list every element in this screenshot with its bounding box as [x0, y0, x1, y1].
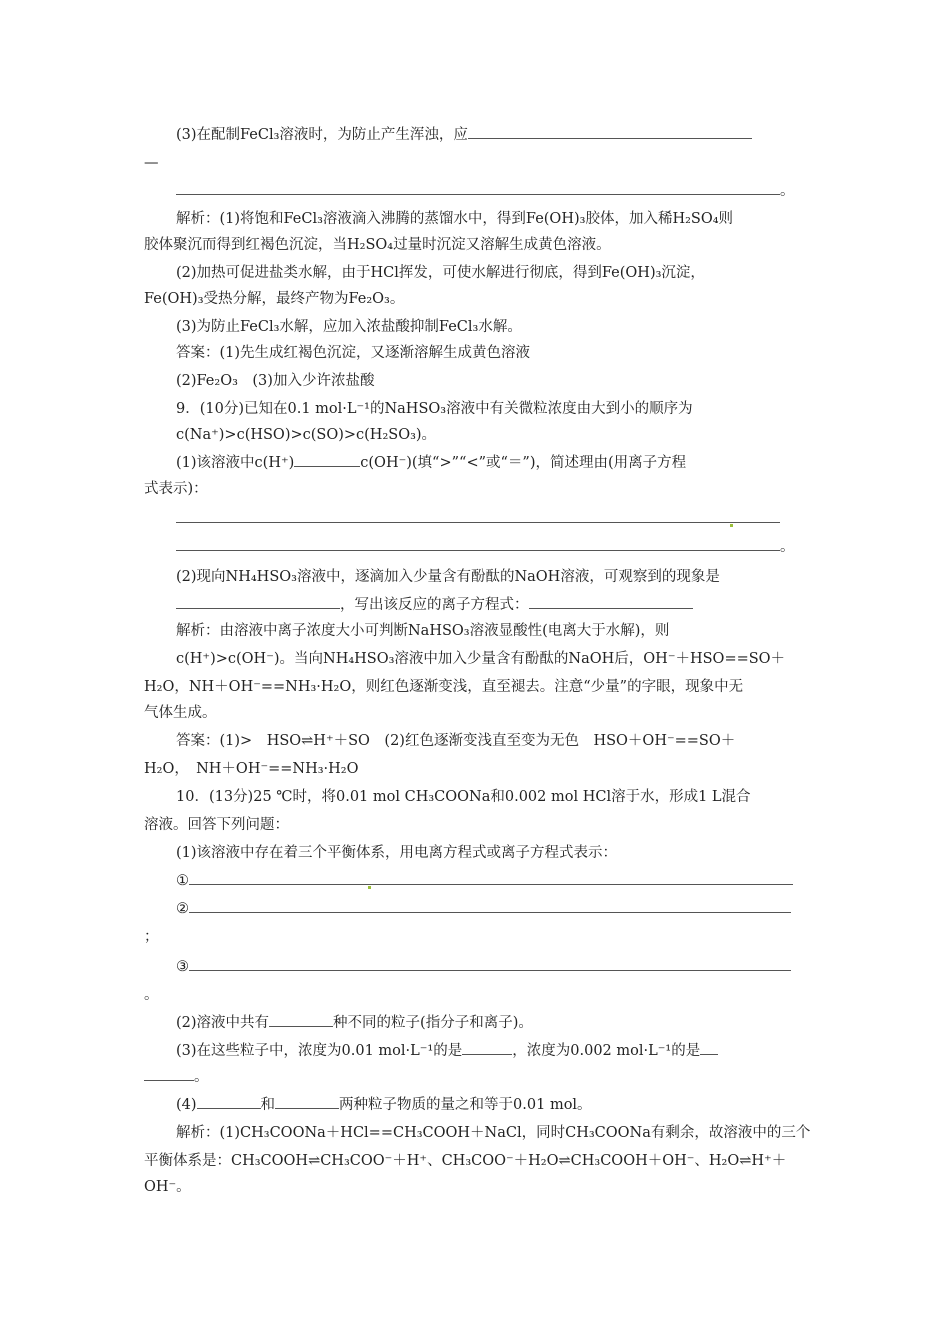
text-line: (3)在配制FeCl₃溶液时，为防止产生浑浊，应: [176, 124, 752, 146]
text-line: (4) 和 两种粒子物质的量之和等于0.01 mol。: [176, 1094, 592, 1116]
text-line: ①: [176, 870, 793, 892]
text-line: 。: [144, 987, 159, 1003]
text-line: OH⁻。: [144, 1179, 191, 1195]
text-line: ，写出该反应的离子方程式：: [176, 594, 693, 616]
text-line: 解析：(1)CH₃COONa＋HCl==CH₃COOH＋NaCl，同时CH₃COONa有剩余，故溶液中的三个: [176, 1125, 811, 1141]
text-line: 式表示)：: [144, 481, 208, 497]
text-line: 答案：(1)先生成红褐色沉淀，又逐渐溶解生成黄色溶液: [176, 345, 531, 361]
text-line: (2)溶液中共有 种不同的粒子(指分子和离子)。: [176, 1012, 533, 1034]
text-line: (3)为防止FeCl₃水解，应加入浓盐酸抑制FeCl₃水解。: [176, 319, 522, 335]
text-line: (2)现向NH₄HSO₃溶液中，逐滴加入少量含有酚酞的NaOH溶液，可观察到的现象是: [176, 569, 720, 585]
text-line: 9．(10分)已知在0.1 mol·L⁻¹的NaHSO₃溶液中有关微粒浓度由大到小的顺序为: [176, 401, 693, 417]
text-line: c(H⁺)>c(OH⁻)。当向NH₄HSO₃溶液中加入少量含有酚酞的NaOH后，OH⁻＋HSO==SO＋: [176, 651, 786, 667]
text-line: 胶体聚沉而得到红褐色沉淀，当H₂SO₄过量时沉淀又溶解生成黄色溶液。: [144, 237, 611, 253]
text-line: —: [144, 155, 159, 171]
text-line: 气体生成。: [144, 705, 217, 721]
text-line: H₂O，NH＋OH⁻==NH₃·H₂O，则红色逐渐变浅，直至褪去。注意“少量”的字眼，现象中无: [144, 679, 744, 695]
ink-speck: [730, 524, 733, 527]
text-line: H₂O， NH＋OH⁻==NH₃·H₂O: [144, 761, 359, 777]
text-line: 答案：(1)> HSO⇌H⁺＋SO (2)红色逐渐变浅直至变为无色 HSO＋OH⁻==SO＋: [176, 733, 736, 749]
text-line: 解析：(1)将饱和FeCl₃溶液滴入沸腾的蒸馏水中，得到Fe(OH)₃胶体，加入稀H₂SO₄则: [176, 211, 734, 227]
text-line: (3)在这些粒子中，浓度为0.01 mol·L⁻¹的是 ，浓度为0.002 mol·L⁻¹的是: [176, 1040, 718, 1062]
answer-line: [176, 508, 780, 530]
text-line: ②: [176, 898, 791, 920]
text-line: Fe(OH)₃受热分解，最终产物为Fe₂O₃。: [144, 291, 405, 307]
text-line: 。: [176, 180, 795, 202]
text-line: 平衡体系是：CH₃COOH⇌CH₃COO⁻＋H⁺、CH₃COO⁻＋H₂O⇌CH₃COOH＋OH⁻、H₂O⇌H⁺＋: [144, 1153, 787, 1169]
text-line: (2)Fe₂O₃ (3)加入少许浓盐酸: [176, 373, 375, 389]
text-line: (1)该溶液中存在着三个平衡体系，用电离方程式或离子方程式表示：: [176, 845, 618, 861]
text-line: ③: [176, 956, 791, 978]
text-line: 。: [144, 1066, 209, 1088]
text-line: 解析：由溶液中离子浓度大小可判断NaHSO₃溶液显酸性(电离大于水解)，则: [176, 623, 670, 639]
text-line: 溶液。回答下列问题：: [144, 817, 289, 833]
text-line: (2)加热可促进盐类水解，由于HCl挥发，可使水解进行彻底，得到Fe(OH)₃沉淀，: [176, 265, 705, 281]
text-line: 。: [176, 536, 795, 558]
ink-speck: [368, 886, 371, 889]
text-line: (1)该溶液中c(H⁺) c(OH⁻)(填“>”“<”或“＝”)，简述理由(用离子方程: [176, 452, 686, 474]
text-line: ；: [144, 929, 159, 945]
text-line: 10．(13分)25 ℃时，将0.01 mol CH₃COONa和0.002 mol HCl溶于水，形成1 L混合: [176, 789, 751, 805]
text-line: c(Na⁺)>c(HSO)>c(SO)>c(H₂SO₃)。: [176, 427, 437, 443]
